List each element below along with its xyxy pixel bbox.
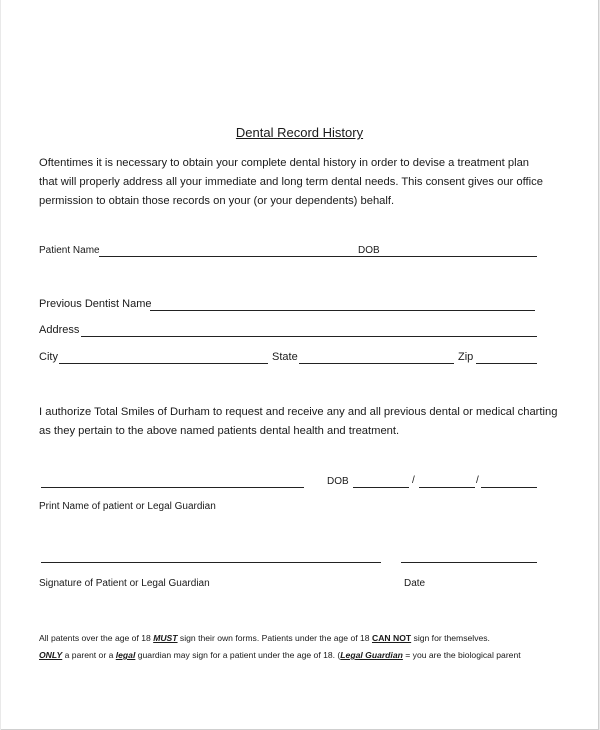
previous-dentist-label: Previous Dentist Name (39, 298, 152, 310)
dob-field[interactable] (379, 256, 537, 257)
legal-emphasis: legal (115, 650, 136, 660)
footer-text: = you are the biological parent (402, 650, 521, 660)
footer-text: sign their own forms. Patients under the age of 18 (177, 633, 372, 643)
print-name-field[interactable] (41, 487, 304, 488)
signature-field[interactable] (41, 562, 381, 563)
footer-notice (39, 630, 559, 664)
city-label: City (39, 351, 58, 363)
dob-month-field[interactable] (353, 487, 409, 488)
dob-year-field[interactable] (481, 487, 537, 488)
state-field[interactable] (299, 363, 454, 364)
signature-dob-label: DOB (327, 476, 349, 487)
address-field[interactable] (81, 336, 537, 337)
footer-text: a parent or a (62, 650, 116, 660)
cannot-emphasis: CAN NOT (371, 633, 412, 643)
must-emphasis: MUST (153, 633, 178, 643)
intro-paragraph: Oftentimes it is necessary to obtain your complete dental history in order to devise a treatment plan that will properly address all your immediate and long term dental needs. This consent gives our office permission to obtain those records on your (or your dependents) behalf. (39, 157, 543, 207)
footer-text: All patents over the age of 18 (39, 633, 154, 643)
date-slash: / (476, 475, 479, 486)
address-label: Address (39, 324, 80, 336)
authorization-paragraph: I authorize Total Smiles of Durham to request and receive any and all previous dental or medical charting as they pertain to the above named patients dental health and treatment. (39, 406, 558, 437)
previous-dentist-field[interactable] (150, 310, 535, 311)
footer-text: sign for themselves. (411, 633, 490, 643)
dob-day-field[interactable] (419, 487, 475, 488)
city-field[interactable] (59, 363, 268, 364)
form-title: Dental Record History (235, 125, 364, 140)
print-name-label: Print Name of patient or Legal Guardian (39, 501, 216, 512)
date-slash: / (412, 475, 415, 486)
zip-label: Zip (458, 351, 474, 363)
footer-line-1 (39, 630, 559, 647)
legal-guardian-emphasis: Legal Guardian (340, 650, 403, 660)
zip-field[interactable] (476, 363, 537, 364)
form-page (1, 0, 599, 730)
footer-text: guardian may sign for a patient under the age of 18. ( (135, 650, 341, 660)
footer-line-2 (39, 647, 559, 664)
dob-label: DOB (358, 245, 380, 256)
date-field[interactable] (401, 562, 537, 563)
signature-label: Signature of Patient or Legal Guardian (39, 578, 210, 589)
state-label: State (272, 351, 298, 363)
patient-name-label: Patient Name (39, 245, 100, 256)
date-label: Date (404, 578, 426, 589)
only-emphasis: ONLY (39, 650, 63, 660)
patient-name-field[interactable] (99, 256, 381, 257)
